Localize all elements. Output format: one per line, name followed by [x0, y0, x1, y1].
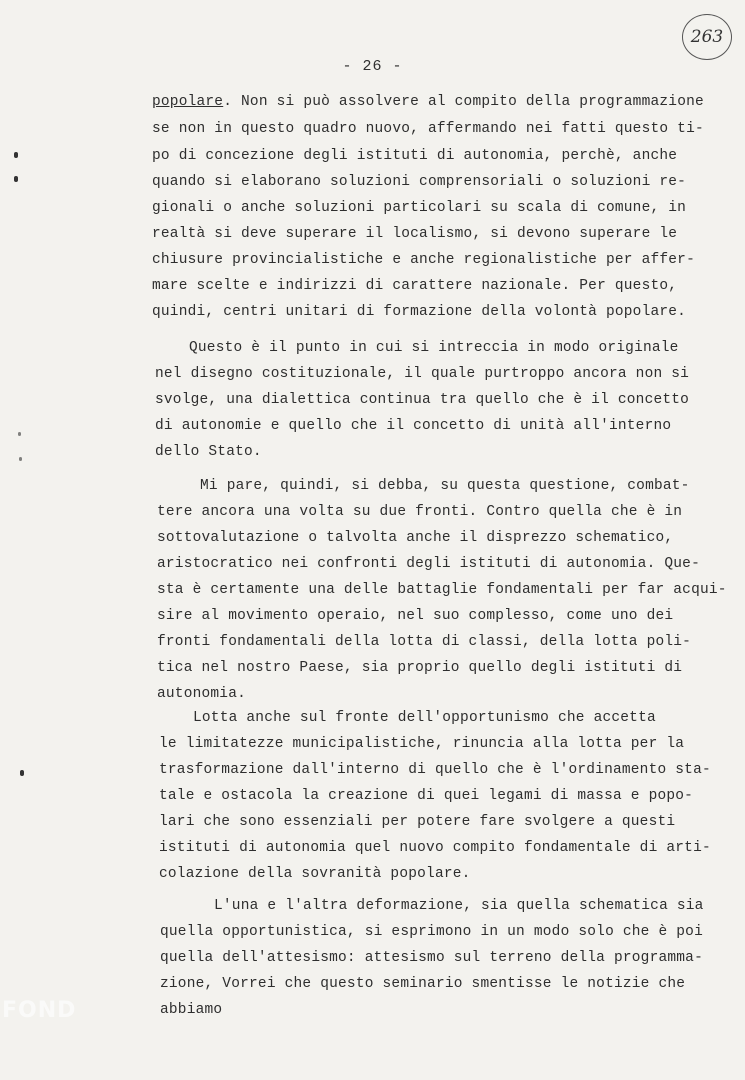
archive-watermark: FOND	[2, 998, 77, 1023]
text-line: abbiamo	[160, 1002, 223, 1018]
text-line: mare scelte e indirizzi di carattere nazionale. Per questo,	[152, 278, 678, 294]
text-line: dello Stato.	[155, 444, 262, 460]
text-line: realtà si deve superare il localismo, si devono superare le	[152, 226, 678, 242]
text-line: nel disegno costituzionale, il quale purtroppo ancora non si	[155, 366, 690, 382]
text-line: le limitatezze municipalistiche, rinuncia alla lotta per la	[159, 736, 685, 752]
text-line: sire al movimento operaio, nel suo complesso, come uno dei	[157, 608, 674, 624]
margin-mark	[14, 152, 18, 158]
page-number: - 26 -	[342, 58, 403, 75]
archive-number-circle: 263	[682, 14, 732, 60]
text-line: tica nel nostro Paese, sia proprio quello degli istituti di	[157, 660, 683, 676]
text-line: istituti di autonomia quel nuovo compito fondamentale di arti-	[159, 840, 711, 856]
text-line: aristocratico nei confronti degli istituti di autonomia. Que-	[157, 556, 700, 572]
text-line: se non in questo quadro nuovo, affermando nei fatti questo ti-	[152, 121, 704, 137]
text-line: quando si elaborano soluzioni comprensoriali o soluzioni re-	[152, 174, 687, 190]
text-line: colazione della sovranità popolare.	[159, 866, 471, 882]
text-line: autonomia.	[157, 686, 247, 702]
text-line: chiusure provincialistiche e anche regionalistiche per affer-	[152, 252, 695, 268]
margin-mark	[14, 176, 18, 182]
margin-mark	[20, 770, 24, 776]
text-line: quindi, centri unitari di formazione della volontà popolare.	[152, 304, 687, 320]
text-line: po di concezione degli istituti di autonomia, perchè, anche	[152, 148, 678, 164]
text-line: Questo è il punto in cui si intreccia in modo originale	[189, 340, 679, 356]
margin-mark	[18, 432, 21, 436]
text-line: lari che sono essenziali per potere fare svolgere a questi	[159, 814, 676, 830]
line-text: . Non si può assolvere al compito della programmazione	[223, 94, 704, 110]
text-line: tere ancora una volta su due fronti. Contro quella che è in	[157, 504, 683, 520]
text-line: sta è certamente una delle battaglie fondamentali per far acqui-	[157, 582, 727, 598]
text-line: Lotta anche sul fronte dell'opportunismo che accetta	[193, 710, 656, 726]
text-line: sottovalutazione o talvolta anche il disprezzo schematico,	[157, 530, 674, 546]
text-line	[152, 94, 704, 110]
text-line: quella dell'attesismo: attesismo sul terreno della programma-	[160, 950, 703, 966]
text-line: zione, Vorrei che questo seminario smentisse le notizie che	[160, 976, 686, 992]
text-line: svolge, una dialettica continua tra quello che è il concetto	[155, 392, 690, 408]
text-line: quella opportunistica, si esprimono in un modo solo che è poi	[160, 924, 703, 940]
first-word: popolare	[152, 94, 224, 110]
text-line: gionali o anche soluzioni particolari su scala di comune, in	[152, 200, 687, 216]
margin-mark	[19, 457, 22, 461]
text-line: trasformazione dall'interno di quello che è l'ordinamento sta-	[159, 762, 711, 778]
text-line: Mi pare, quindi, si debba, su questa questione, combat-	[200, 478, 690, 494]
text-line: di autonomie e quello che il concetto di unità all'interno	[155, 418, 672, 434]
text-line: fronti fondamentali della lotta di classi, della lotta poli-	[157, 634, 692, 650]
text-line: L'una e l'altra deformazione, sia quella schematica sia	[214, 898, 704, 914]
text-line: tale e ostacola la creazione di quei legami di massa e popo-	[159, 788, 694, 804]
